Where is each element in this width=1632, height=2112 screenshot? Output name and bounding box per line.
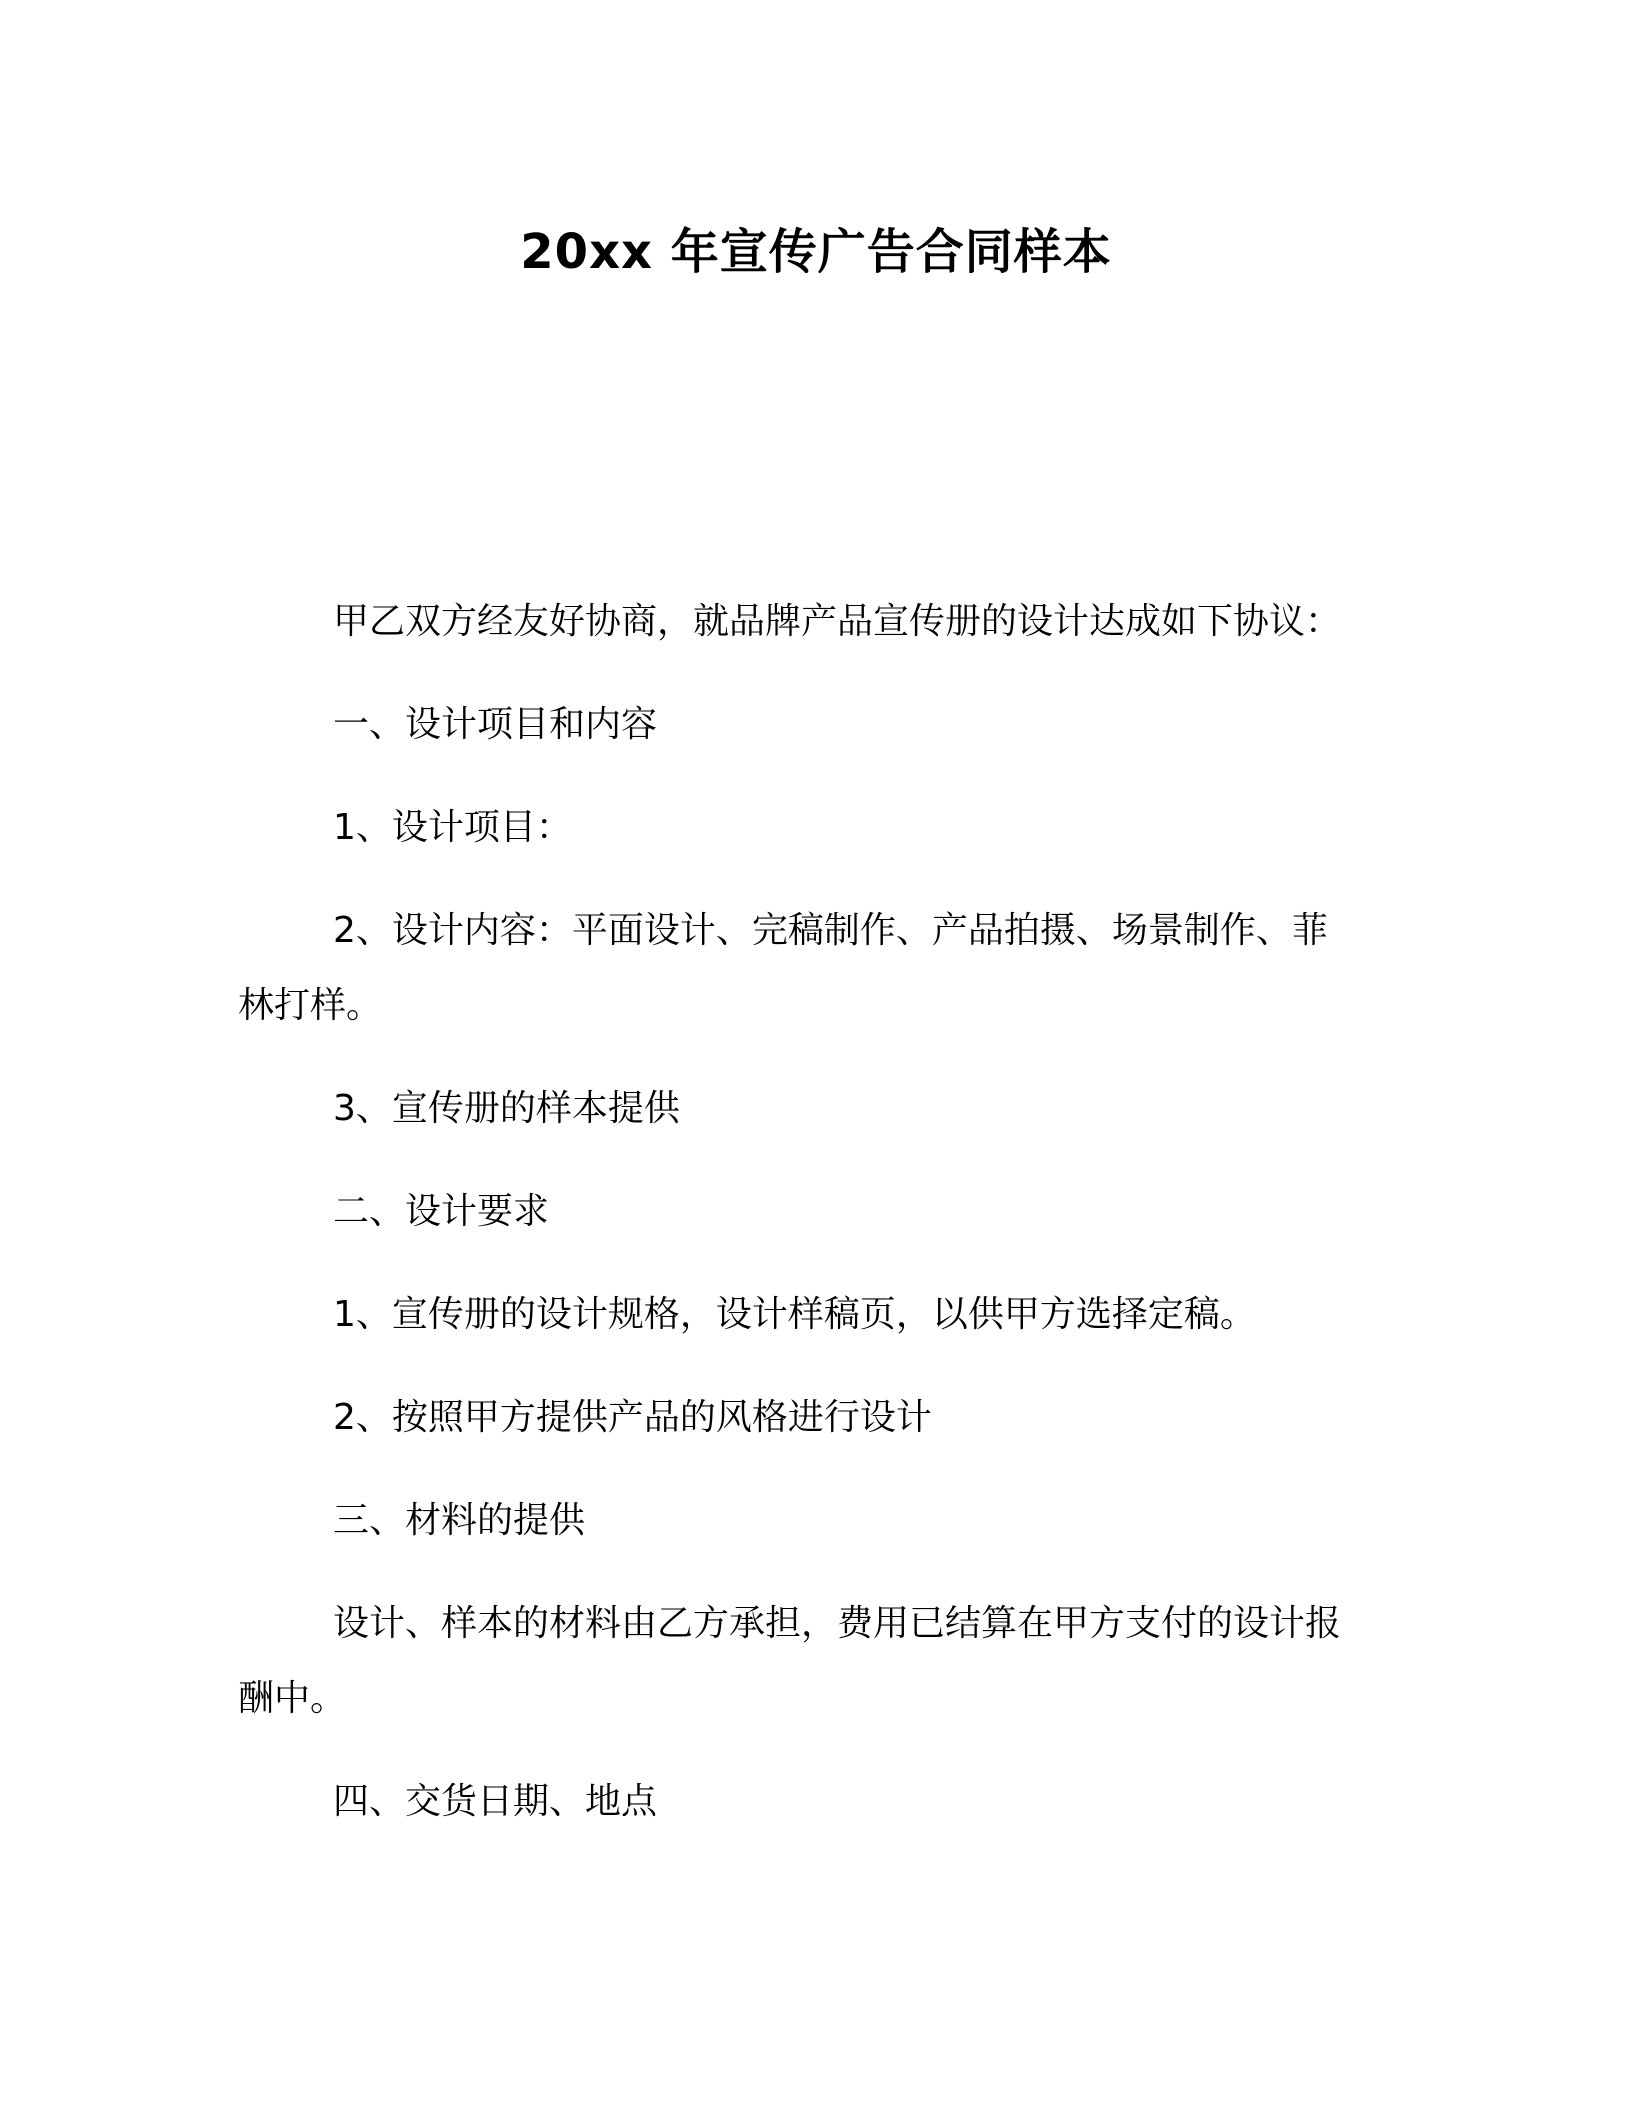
heading-section-4: 四、交货日期、地点 — [333, 1781, 658, 1822]
list-item-1-1: 1、设计项目： — [333, 807, 572, 848]
heading-section-1: 一、设计项目和内容 — [333, 704, 658, 745]
heading-section-2: 二、设计要求 — [333, 1191, 550, 1232]
paragraph-intro: 甲乙双方经友好协商，就品牌产品宣传册的设计达成如下协议： — [333, 601, 1342, 642]
list-item-1-3: 3、宣传册的样本提供 — [333, 1088, 680, 1129]
list-item-1-2: 2、设计内容：平面设计、完稿制作、产品拍摄、场景制作、菲 — [333, 910, 1328, 951]
document-title: 20xx 年宣传广告合同样本 — [520, 224, 1112, 280]
list-item-2-2: 2、按照甲方提供产品的风格进行设计 — [333, 1397, 932, 1438]
paragraph-materials-continued: 酬中。 — [238, 1678, 347, 1719]
heading-section-3: 三、材料的提供 — [333, 1500, 586, 1541]
list-item-1-2-continued: 林打样。 — [238, 985, 383, 1026]
paragraph-materials: 设计、样本的材料由乙方承担，费用已结算在甲方支付的设计报 — [333, 1603, 1342, 1644]
list-item-2-1: 1、宣传册的设计规格，设计样稿页，以供甲方选择定稿。 — [333, 1294, 1256, 1335]
